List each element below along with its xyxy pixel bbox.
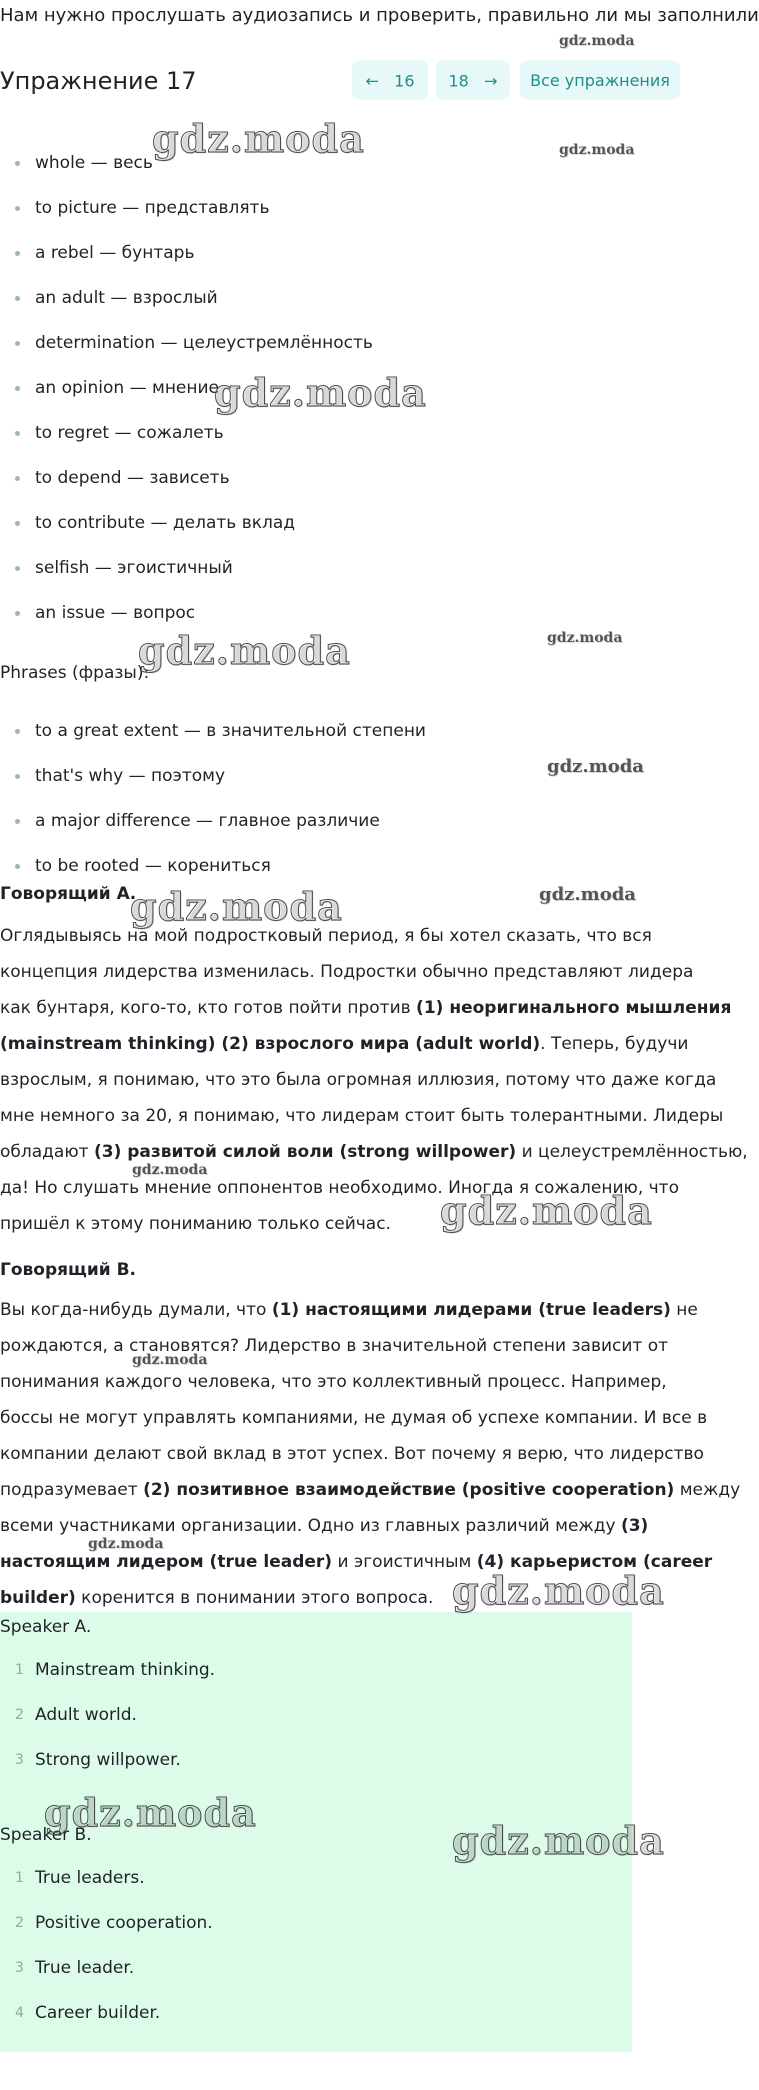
text-line [0, 1206, 676, 1242]
watermark-logo: gdz.moda [132, 1162, 208, 1178]
text-span: между [674, 1480, 741, 1500]
list-item-text: whole — весь [35, 153, 153, 173]
text-span: понимания каждого человека, что это коллективный процесс. Например, [0, 1372, 667, 1392]
list-item-text: an adult — взрослый [35, 288, 218, 308]
text-span: мне немного за 20, я понимаю, что лидерам стоит быть толерантными. Лидеры [0, 1106, 724, 1126]
bold-answer-text: (2) позитивное взаимодействие (positive cooperation) [143, 1480, 675, 1500]
arrow-right-icon: → [484, 71, 498, 91]
text-span: коренится в понимании этого вопроса. [75, 1588, 434, 1608]
bullet-icon [15, 611, 20, 616]
prev-exercise-label: 16 [394, 71, 415, 91]
list-item-text: to be rooted — корениться [35, 856, 271, 876]
watermark-logo: gdz.moda [132, 1352, 208, 1368]
watermark-logo: gdz.moda [547, 756, 644, 777]
prev-exercise-button[interactable] [352, 60, 428, 100]
bullet-icon [15, 566, 20, 571]
text-span: и целеустремлённостью, [516, 1142, 748, 1162]
bullet-icon [15, 296, 20, 301]
watermark-logo: gdz.moda [88, 1536, 164, 1552]
bullet-icon [15, 521, 20, 526]
text-line [0, 918, 676, 954]
bullet-icon [15, 819, 20, 824]
text-span: как бунтаря, кого-то, кто готов пойти против [0, 998, 417, 1018]
bold-answer-text: (1) неоригинального мышления [416, 998, 732, 1018]
answer-text: Strong willpower. [35, 1750, 181, 1770]
text-line [0, 1062, 717, 1098]
answer-number: 1 [15, 1662, 24, 1678]
text-line [0, 1472, 741, 1508]
text-line [0, 1170, 679, 1206]
list-item-text: a rebel — бунтарь [35, 243, 195, 263]
list-item-text: to regret — сожалеть [35, 423, 224, 443]
answer-text: Mainstream thinking. [35, 1660, 216, 1680]
list-item-text: an opinion — мнение [35, 378, 220, 398]
text-line [0, 1544, 713, 1580]
text-line [0, 1098, 724, 1134]
text-span: компании делают свой вклад в этот успех. Вот почему я верю, что лидерство [0, 1444, 704, 1464]
bullet-icon [15, 774, 20, 779]
bullet-icon [15, 206, 20, 211]
exercise-header [0, 60, 680, 104]
text-line [0, 990, 732, 1026]
bold-answer-text: настоящим лидером (true leader) [0, 1552, 333, 1572]
all-exercises-button[interactable]: Все упражнения [520, 60, 680, 100]
answer-text: Career builder. [35, 2003, 161, 2023]
bullet-icon [15, 864, 20, 869]
bold-answer-text: (1) настоящими лидерами (true leaders) [271, 1300, 671, 1320]
text-span: взрослым, я понимаю, что это была огромная иллюзия, потому что даже когда [0, 1070, 717, 1090]
answers-speaker-a-label: Speaker A. [0, 1617, 92, 1637]
text-line [0, 1292, 698, 1328]
bold-answer-text: (3) [620, 1516, 649, 1536]
text-span: и эгоистичным [332, 1552, 477, 1572]
text-span: Оглядывыясь на мой подростковый период, я бы хотел сказать, что вся [0, 926, 652, 946]
answer-number: 1 [15, 1870, 24, 1886]
list-item-text: to contribute — делать вклад [35, 513, 296, 533]
answer-number: 2 [15, 1915, 24, 1931]
next-exercise-button[interactable] [436, 60, 510, 100]
bullet-icon [15, 251, 20, 256]
answer-text: Positive cooperation. [35, 1913, 213, 1933]
list-item-text: to depend — зависеть [35, 468, 230, 488]
text-line [0, 1364, 676, 1400]
list-item-text: determination — целеустремлённость [35, 333, 373, 353]
answer-text: Adult world. [35, 1705, 137, 1725]
text-line [0, 1328, 676, 1364]
text-span: подразумевает [0, 1480, 144, 1500]
text-span: Вы когда-нибудь думали, что [0, 1300, 272, 1320]
text-span: пришёл к этому пониманию только сейчас. [0, 1214, 391, 1234]
watermark-logo: gdz.moda [539, 884, 636, 905]
list-item-text: that's why — поэтому [35, 766, 226, 786]
bullet-icon [15, 476, 20, 481]
text-span: обладают [0, 1142, 94, 1162]
watermark-logo: gdz.moda [130, 884, 343, 929]
speaker-b-heading: Говорящий В. [0, 1260, 136, 1280]
text-line [0, 1508, 676, 1544]
speaker-a-text [0, 918, 748, 1242]
answer-text: True leaders. [35, 1868, 145, 1888]
list-item-text: a major difference — главное различие [35, 811, 380, 831]
text-span: боссы не могут управлять компаниями, не думая об успехе компании. И все в [0, 1408, 708, 1428]
intro-text: Нам нужно прослушать аудиозапись и проверить, правильно ли мы заполнили [0, 5, 759, 26]
answer-number: 3 [15, 1960, 24, 1976]
list-item-text: an issue — вопрос [35, 603, 196, 623]
bullet-icon [15, 431, 20, 436]
speaker-b-text [0, 1292, 741, 1616]
exercise-title: Упражнение 17 [0, 67, 197, 95]
list-item-text: to a great extent — в значительной степени [35, 721, 426, 741]
text-span: всеми участниками организации. Одно из главных различий между [0, 1516, 621, 1536]
answer-number: 2 [15, 1707, 24, 1723]
list-item-text: to picture — представлять [35, 198, 270, 218]
text-line [0, 1436, 704, 1472]
watermark-logo: gdz.moda [559, 33, 635, 49]
text-span: не [670, 1300, 698, 1320]
watermark-logo: gdz.moda [138, 628, 351, 673]
next-exercise-label: 18 [448, 71, 469, 91]
list-item-text: selfish — эгоистичный [35, 558, 233, 578]
bullet-icon [15, 161, 20, 166]
bold-answer-text: (mainstream thinking) (2) взрослого мира (adult world) [0, 1034, 541, 1054]
answers-box [0, 1612, 632, 2052]
speaker-a-heading: Говорящий А. [0, 884, 137, 904]
bullet-icon [15, 729, 20, 734]
watermark-logo: gdz.moda [214, 370, 427, 415]
arrow-left-icon: ← [365, 71, 379, 91]
watermark-logo: gdz.moda [559, 142, 635, 158]
text-line [0, 1580, 676, 1616]
text-span: . Теперь, будучи [540, 1034, 689, 1054]
text-line [0, 1400, 708, 1436]
text-line [0, 1026, 689, 1062]
watermark-logo: gdz.moda [152, 116, 365, 161]
bold-answer-text: (4) карьеристом (career [476, 1552, 713, 1572]
bold-answer-text: (3) развитой силой воли (strong willpower) [93, 1142, 517, 1162]
answer-number: 4 [15, 2005, 24, 2021]
text-span: да! Но слушать мнение оппонентов необходимо. Иногда я сожалению, что [0, 1178, 679, 1198]
answers-speaker-b-label: Speaker B. [0, 1825, 92, 1845]
watermark-logo: gdz.moda [452, 1568, 665, 1613]
text-span: рождаются, а становятся? Лидерство в значительной степени зависит от [0, 1336, 669, 1356]
text-span: концепция лидерства изменилась. Подростки обычно представляют лидера [0, 962, 694, 982]
text-line [0, 1134, 748, 1170]
bullet-icon [15, 386, 20, 391]
phrases-label: Phrases (фразы): [0, 663, 150, 683]
watermark-logo: gdz.moda [440, 1188, 653, 1233]
bold-answer-text: builder) [0, 1588, 76, 1608]
bullet-icon [15, 341, 20, 346]
text-line [0, 954, 694, 990]
answer-text: True leader. [35, 1958, 135, 1978]
answer-number: 3 [15, 1752, 24, 1768]
watermark-logo: gdz.moda [547, 630, 623, 646]
